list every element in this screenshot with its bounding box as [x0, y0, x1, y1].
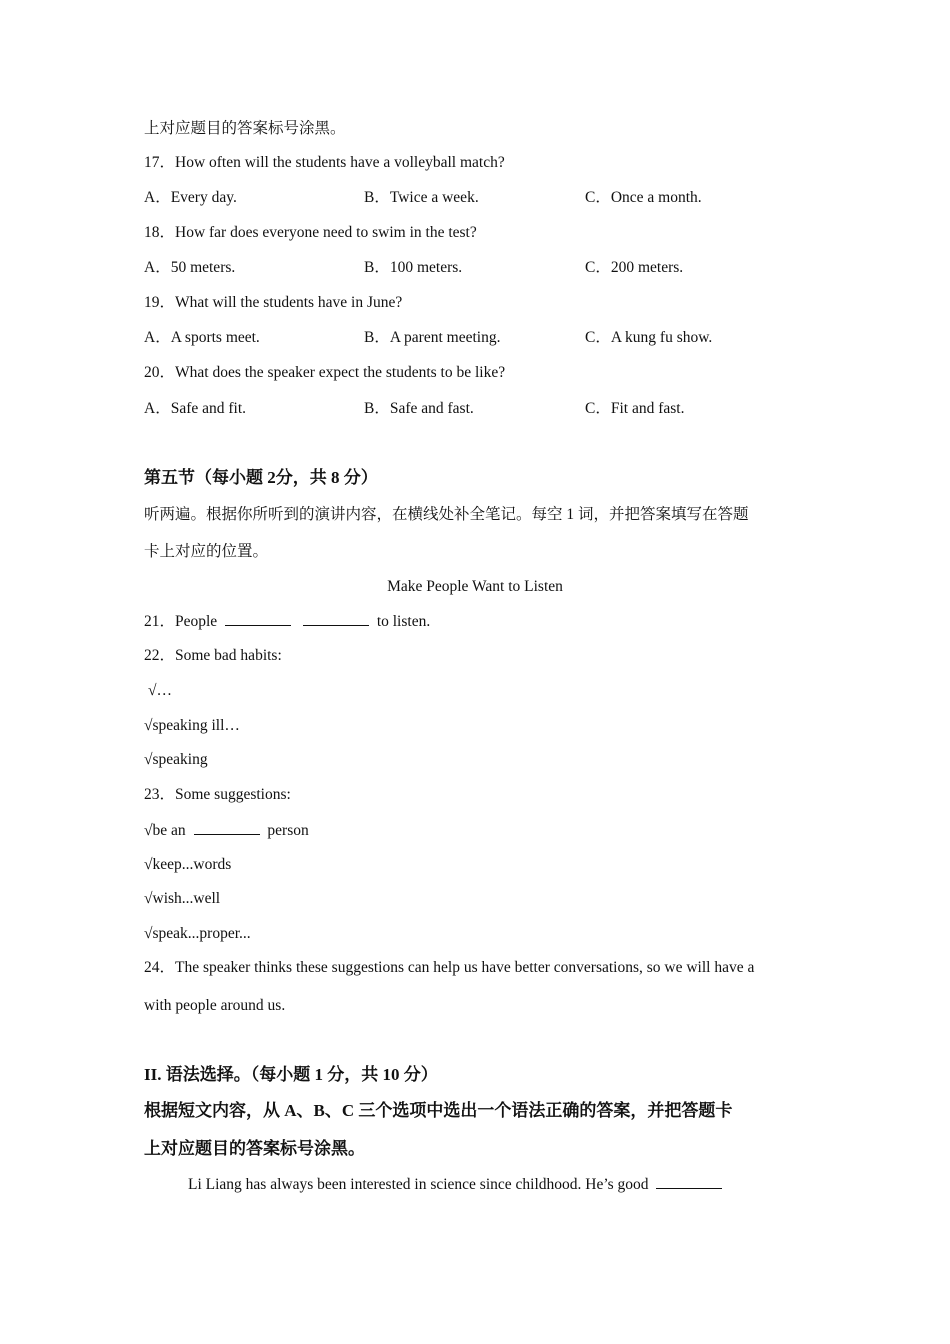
question-22: 22．Some bad habits:	[144, 647, 282, 664]
suggestion-item: √wish...well	[144, 890, 221, 907]
q17-option-b: B．Twice a week.	[364, 189, 479, 206]
listening-title: Make People Want to Listen	[387, 578, 563, 595]
suggestion-item: √speak...proper...	[144, 925, 251, 942]
q18-option-b: B．100 meters.	[364, 259, 463, 276]
question-20: 20．What does the speaker expect the students to be like?	[144, 364, 506, 381]
part2-heading: II. 语法选择。（每小题 1 分，共 10 分）	[144, 1065, 438, 1084]
section5-instruction-1: 听两遍。根据你所听到的演讲内容，在横线处补全笔记。每空 1 词，并把答案填写在答题	[144, 506, 749, 523]
answer-blank[interactable]	[303, 611, 369, 626]
passage-first-line	[188, 1174, 726, 1195]
suggestion-suffix: person	[267, 822, 309, 839]
bad-habit-item: √speaking ill…	[144, 717, 240, 734]
passage-text: Li Liang has always been interested in science since childhood. He’s good	[188, 1176, 649, 1193]
part2-instruction-1: 根据短文内容，从 A、B、C 三个选项中选出一个语法正确的答案，并把答题卡	[144, 1101, 733, 1120]
question-21	[144, 611, 430, 632]
q19-option-a: A．A sports meet.	[144, 329, 260, 346]
question-19: 19．What will the students have in June?	[144, 294, 403, 311]
question-24-line2: with people around us.	[144, 997, 286, 1014]
q20-option-c: C．Fit and fast.	[585, 400, 685, 417]
q17-option-a: A．Every day.	[144, 189, 237, 206]
question-18: 18．How far does everyone need to swim in the test?	[144, 224, 477, 241]
section5-heading: 第五节（每小题 2分，共 8 分）	[144, 468, 378, 487]
question-24-line1: 24．The speaker thinks these suggestions can help us have better conversations, so we will have a	[144, 959, 755, 976]
q21-suffix: to listen.	[376, 613, 431, 630]
q17-option-c: C．Once a month.	[585, 189, 702, 206]
bad-habit-item: √speaking	[144, 751, 208, 768]
answer-blank[interactable]	[194, 820, 260, 835]
q19-option-b: B．A parent meeting.	[364, 329, 501, 346]
bad-habit-item: √…	[148, 682, 173, 699]
q20-option-a: A．Safe and fit.	[144, 400, 247, 417]
intro-tail: 上对应题目的答案标号涂黑。	[144, 120, 346, 137]
q18-option-a: A．50 meters.	[144, 259, 236, 276]
suggestion-item	[144, 820, 309, 841]
question-17: 17．How often will the students have a volleyball match?	[144, 154, 505, 171]
question-23: 23．Some suggestions:	[144, 786, 291, 803]
q20-option-b: B．Safe and fast.	[364, 400, 474, 417]
suggestion-prefix: √be an	[144, 822, 186, 839]
answer-blank[interactable]	[656, 1174, 722, 1189]
q19-option-c: C．A kung fu show.	[585, 329, 713, 346]
q18-option-c: C．200 meters.	[585, 259, 684, 276]
answer-blank[interactable]	[225, 611, 291, 626]
q21-prefix: 21．People	[144, 613, 218, 630]
section5-instruction-2: 卡上对应的位置。	[144, 543, 269, 560]
part2-instruction-2: 上对应题目的答案标号涂黑。	[144, 1139, 365, 1158]
suggestion-item: √keep...words	[144, 856, 232, 873]
